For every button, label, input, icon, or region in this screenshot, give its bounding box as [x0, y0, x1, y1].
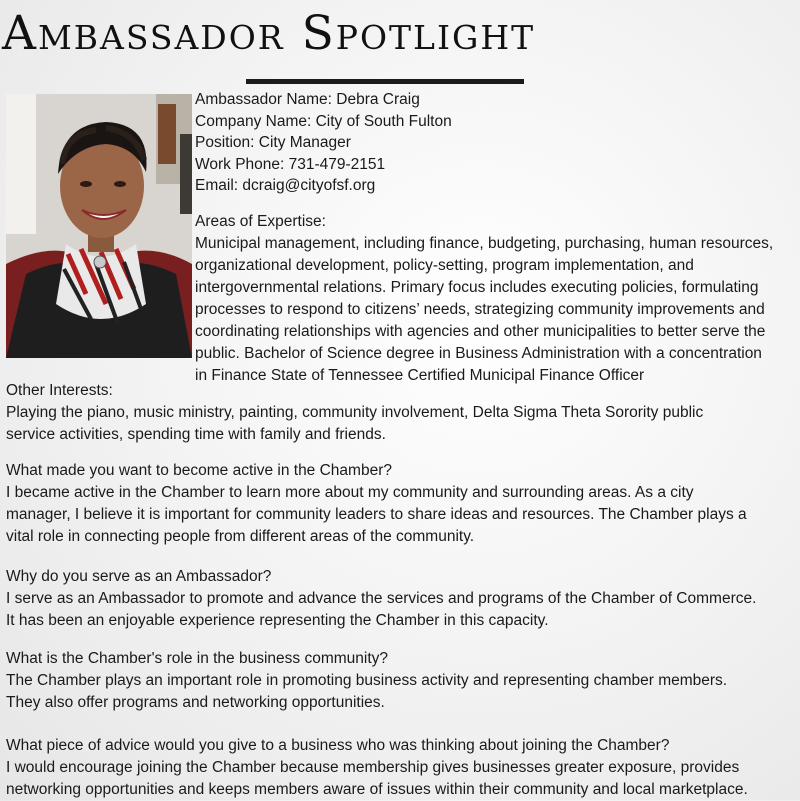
qa-answer: I became active in the Chamber to learn more about my community and surrounding areas. As a city manager, I believe it is important for community leaders to share ideas and resources. The Chamber plays a vital role in connecting people from different areas of the community.	[6, 484, 747, 545]
other-interests	[6, 380, 800, 446]
position: Position: City Manager	[195, 134, 351, 151]
contact-info	[195, 89, 452, 197]
expertise-body: Municipal management, including finance, budgeting, purchasing, human resources, organizational development, policy-setting, program implementation, and intergovernmental relations. Primary focus includes executing policies, formulating processes to respond to citizens’ needs, strategizing community improvements and coordinating relationships with agencies and other municipalities to better serve the public. Bachelor of Science degree in Business Administration with a concentration in Finance State of Tennessee Certified Municipal Finance Officer	[195, 235, 774, 384]
qa-question: What made you want to become active in the Chamber?	[6, 462, 392, 479]
page-title: Ambassador Spotlight	[2, 6, 536, 61]
work-phone: Work Phone: 731-479-2151	[195, 155, 386, 173]
qa-item	[6, 648, 800, 714]
company-name: Company Name: City of South Fulton	[195, 112, 452, 130]
ambassador-photo	[6, 94, 192, 358]
title-underline	[246, 79, 524, 84]
qa-question: What piece of advice would you give to a business who was thinking about joining the Chamber?	[6, 737, 670, 754]
areas-of-expertise	[195, 211, 800, 387]
qa-answer: The Chamber plays an important role in promoting business activity and representing chamber members. They also offer programs and networking opportunities.	[6, 672, 728, 711]
ambassador-name: Ambassador Name: Debra Craig	[195, 91, 420, 108]
qa-answer: I would encourage joining the Chamber because membership gives businesses greater exposure, provides networking opportunities and keeps members aware of issues within their community and local marketplace.	[6, 759, 748, 798]
qa-answer: I serve as an Ambassador to promote and advance the services and programs of the Chamber of Commerce. It has been an enjoyable experience representing the Chamber in this capacity.	[6, 590, 757, 629]
qa-item	[6, 566, 800, 632]
email: Email: dcraig@cityofsf.org	[195, 177, 376, 194]
expertise-heading: Areas of Expertise:	[195, 213, 326, 230]
interests-heading: Other Interests:	[6, 382, 113, 399]
qa-item	[6, 735, 800, 801]
qa-question: What is the Chamber's role in the business community?	[6, 650, 389, 667]
qa-item	[6, 460, 800, 548]
qa-question: Why do you serve as an Ambassador?	[6, 568, 272, 585]
interests-body: Playing the piano, music ministry, painting, community involvement, Delta Sigma Theta Sorority public service activities, spending time with family and friends.	[6, 404, 704, 443]
